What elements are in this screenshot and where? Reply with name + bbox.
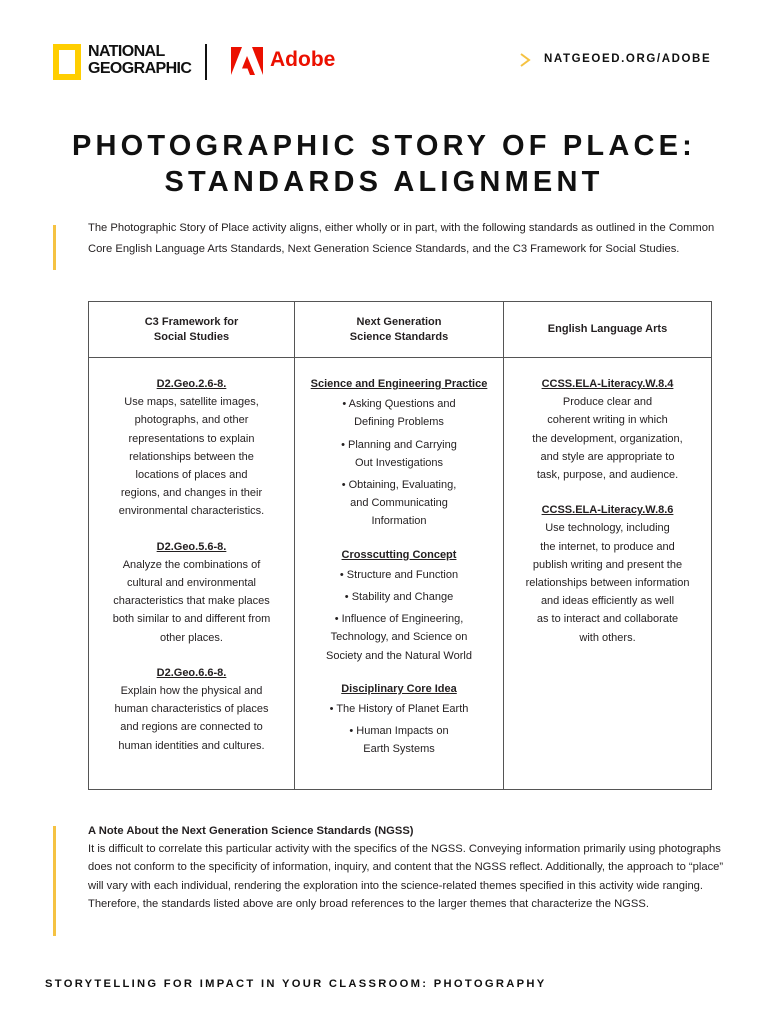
ela-column <box>504 375 711 664</box>
list-item-line: Information <box>371 515 427 528</box>
national-geographic-yellow-border-icon <box>53 44 81 80</box>
standard-line: regions, and changes in their <box>120 487 263 500</box>
c3-standard <box>89 375 294 521</box>
list-item-line: • Asking Questions and <box>342 398 456 411</box>
standard-line: Use technology, including <box>545 522 670 535</box>
standard-line: and ideas efficiently as well <box>540 595 675 608</box>
standard-line: Explain how the physical and <box>120 685 263 698</box>
standard-line: relationships between information <box>525 577 690 590</box>
standard-line: representations to explain <box>128 432 255 445</box>
intro-accent-bar <box>53 225 56 270</box>
c3-column <box>89 375 294 772</box>
standard-line: photographs, and other <box>134 414 249 427</box>
standard-code: D2.Geo.6.6-8. <box>156 666 227 679</box>
note-heading: A Note About the Next Generation Science Standards (NGSS) <box>88 825 414 837</box>
list-item <box>295 395 503 431</box>
adobe-logo-text: Adobe <box>270 48 336 71</box>
standard-line: the development, organization, <box>532 432 683 445</box>
list-item-line: • Stability and Change <box>344 591 454 604</box>
standard-line: characteristics that make places <box>113 595 270 608</box>
list-item <box>295 610 503 665</box>
standard-line: task, purpose, and audience. <box>536 469 679 482</box>
standard-line: Analyze the combinations of <box>122 558 261 571</box>
ngss-section <box>295 680 503 759</box>
ngss-section <box>295 375 503 531</box>
standard-line: publish writing and present the <box>532 558 683 571</box>
list-item <box>295 700 503 718</box>
standard-code: D2.Geo.2.6-8. <box>156 378 227 390</box>
standards-table <box>88 301 712 790</box>
c3-header-line1: C3 Framework for <box>144 315 239 328</box>
table-header-divider <box>89 357 711 358</box>
c3-header-line2: Social Studies <box>153 330 230 343</box>
column-header-c3 <box>89 302 294 357</box>
list-item-line: • Structure and Function <box>339 568 459 581</box>
ela-standard <box>504 501 711 647</box>
standard-line: with others. <box>579 631 636 644</box>
standard-line: human identities and cultures. <box>118 739 265 752</box>
standard-line: Use maps, satellite images, <box>124 396 259 409</box>
note-accent-bar <box>53 826 56 936</box>
list-item-line: • Influence of Engineering, <box>334 613 464 626</box>
standard-line: Produce clear and <box>562 396 653 409</box>
standard-line: both similar to and different from <box>112 613 271 626</box>
list-item-line: Earth Systems <box>363 743 435 756</box>
national-geographic-logo <box>88 43 191 77</box>
ngss-header-line2: Science Standards <box>349 330 449 343</box>
standard-line: cultural and environmental <box>126 577 257 590</box>
ngss-header-line1: Next Generation <box>356 315 442 328</box>
header-url-link[interactable]: NATGEOED.ORG/ADOBE <box>544 53 712 65</box>
ng-logo-line1: NATIONAL <box>88 43 165 60</box>
adobe-logo-icon <box>231 47 263 75</box>
title-line2: STANDARDS ALIGNMENT <box>164 166 604 198</box>
ela-standard <box>504 375 711 484</box>
page-title <box>0 128 768 200</box>
list-item-line: Defining Problems <box>354 416 444 429</box>
page-footer: STORYTELLING FOR IMPACT IN YOUR CLASSROOM: PHOTOGRAPHY <box>45 978 547 990</box>
logo-divider <box>205 44 207 80</box>
standard-line: environmental characteristics. <box>118 505 265 518</box>
standard-line: human characteristics of places <box>114 703 269 716</box>
intro-paragraph: The Photographic Story of Place activity aligns, either wholly or in part, with the following standards as outlined in the Common Core English Language Arts Standards, Next Generation Science Standards, and the C3 Framework for Social Studies. <box>88 222 715 255</box>
ng-logo-line2: GEOGRAPHIC <box>88 60 192 77</box>
ngss-section-heading: Crosscutting Concept <box>341 548 457 561</box>
list-item <box>295 722 503 758</box>
list-item <box>295 476 503 531</box>
ngss-note <box>88 822 728 913</box>
list-item-line: Society and the Natural World <box>326 649 472 662</box>
list-item-line: • The History of Planet Earth <box>329 703 469 716</box>
column-header-ngss <box>295 302 503 357</box>
c3-standard <box>89 538 294 647</box>
standard-line: other places. <box>160 631 223 644</box>
ela-header: English Language Arts <box>547 323 668 335</box>
ngss-section <box>295 546 503 665</box>
list-item-line: and Communicating <box>350 497 448 510</box>
list-item-line: Out Investigations <box>354 456 444 469</box>
list-item <box>295 436 503 472</box>
c3-standard <box>89 664 294 755</box>
standard-line: coherent writing in which <box>547 414 668 427</box>
list-item-line: • Obtaining, Evaluating, <box>341 479 457 492</box>
column-header-ela <box>504 302 711 357</box>
ngss-column <box>295 375 503 774</box>
chevron-right-icon <box>519 53 531 67</box>
list-item-line: • Human Impacts on <box>349 725 449 738</box>
ngss-section-heading: Disciplinary Core Idea <box>341 682 457 695</box>
title-line1: PHOTOGRAPHIC STORY OF PLACE: <box>71 130 697 162</box>
page-header <box>0 0 768 120</box>
standard-line: as to interact and collaborate <box>536 613 679 626</box>
list-item-line: • Planning and Carrying <box>341 438 457 451</box>
standard-code: D2.Geo.5.6-8. <box>156 540 227 553</box>
standard-line: relationships between the <box>129 450 254 463</box>
list-item <box>295 566 503 584</box>
standard-code: CCSS.ELA-Literacy.W.8.6 <box>541 504 674 517</box>
ngss-section-heading: Science and Engineering Practice <box>310 378 488 390</box>
standard-line: locations of places and <box>135 469 248 482</box>
standard-line: and style are appropriate to <box>540 450 675 463</box>
standard-line: and regions are connected to <box>120 721 263 734</box>
standard-line: the internet, to produce and <box>540 540 675 553</box>
standard-code: CCSS.ELA-Literacy.W.8.4 <box>541 378 674 390</box>
list-item <box>295 588 503 606</box>
note-body: It is difficult to correlate this particular activity with the specifics of the NGSS. Conveying information primarily using photographs does not conform to the specificity of information, inquiry, and content that the NGSS reflect. Additionally, the approach to “place” will vary with each individual, rendering the exploration into the science-related themes specified in this activity wide ranging. Therefore, the standards listed above are only broad references to the larger themes that characterize the NGSS. <box>88 843 724 910</box>
list-item-line: Technology, and Science on <box>330 631 468 644</box>
